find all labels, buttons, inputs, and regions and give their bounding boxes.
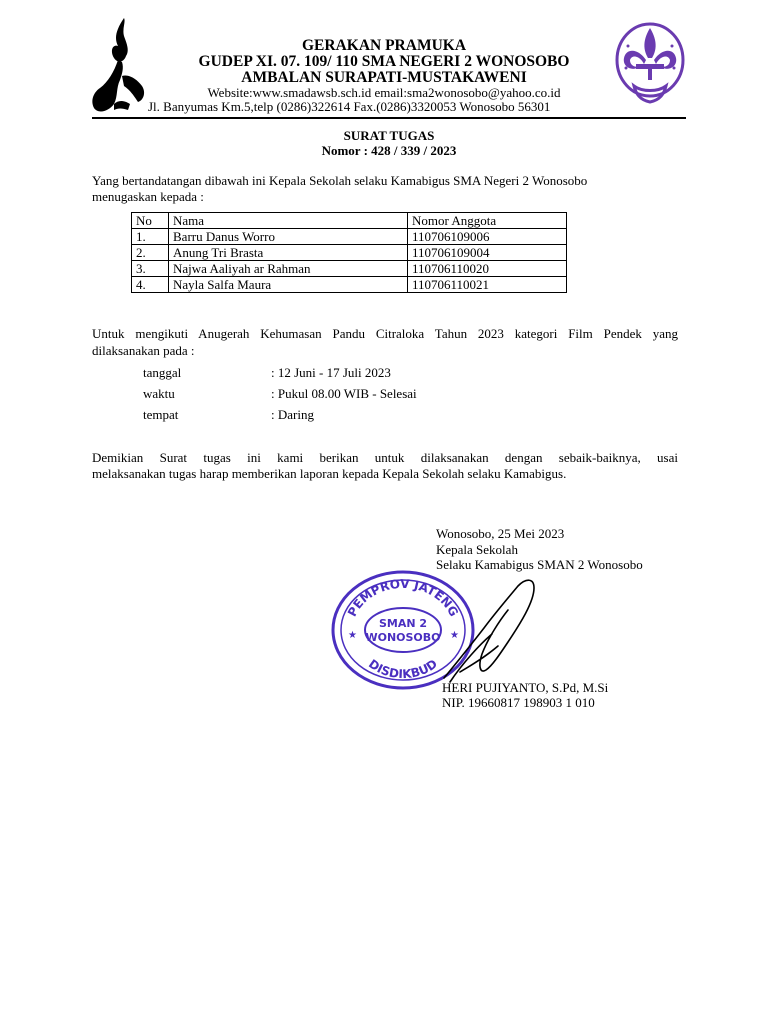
- row-no: 3.: [132, 261, 169, 277]
- row-no: 1.: [132, 229, 169, 245]
- contact-line: Website:www.smadawsb.sch.id email:sma2wonosobo@yahoo.co.id: [207, 85, 561, 100]
- row-nama: Barru Danus Worro: [169, 229, 408, 245]
- detail-label-waktu: waktu: [143, 386, 175, 401]
- signer-name: HERI PUJIYANTO, S.Pd, M.Si: [442, 680, 609, 695]
- row-no: 4.: [132, 277, 169, 293]
- signer-position-2: Selaku Kamabigus SMAN 2 Wonosobo: [436, 557, 643, 572]
- stamp-center-line-2: WONOSOBO: [365, 631, 441, 644]
- address-line: Jl. Banyumas Km.5,telp (0286)322614 Fax.(0286)3320053 Wonosobo 56301: [148, 99, 551, 114]
- row-nama: Anung Tri Brasta: [169, 245, 408, 261]
- event-line-2: dilaksanakan pada :: [92, 343, 195, 358]
- scout-fleur-de-lis-logo: [614, 18, 686, 108]
- row-nama: Najwa Aaliyah ar Rahman: [169, 261, 408, 277]
- star-icon: ★: [348, 630, 357, 641]
- table-row: [132, 277, 567, 293]
- row-nomor: 110706110020: [408, 261, 567, 277]
- row-nama: Nayla Salfa Maura: [169, 277, 408, 293]
- detail-label-tempat: tempat: [143, 407, 179, 422]
- closing-line-2: melaksanakan tugas harap memberikan laporan kepada Kepala Sekolah selaku Kamabigus.: [92, 466, 567, 481]
- place-date: Wonosobo, 25 Mei 2023: [436, 526, 565, 541]
- row-nomor: 110706109004: [408, 245, 567, 261]
- closing-line-1: Demikian Surat tugas ini kami berikan untuk dilaksanakan dengan sebaik-baiknya, usai: [92, 450, 678, 465]
- handwritten-signature: [440, 574, 540, 684]
- stamp-center-line-1: SMAN 2: [378, 617, 428, 630]
- signer-position-1: Kepala Sekolah: [436, 542, 518, 557]
- header-nama: Nama: [169, 213, 408, 229]
- event-line-1: Untuk mengikuti Anugerah Kehumasan Pandu Citraloka Tahun 2023 kategori Film Pendek yang: [92, 326, 678, 341]
- table-row: [132, 261, 567, 277]
- row-nomor: 110706110021: [408, 277, 567, 293]
- header-divider: [92, 117, 686, 119]
- header-no: No: [132, 213, 169, 229]
- detail-value-tempat: : Daring: [271, 407, 314, 422]
- detail-label-tanggal: tanggal: [143, 365, 182, 380]
- header-nomor-anggota: Nomor Anggota: [408, 213, 567, 229]
- letter-title: SURAT TUGAS: [343, 128, 435, 143]
- detail-value-tanggal: : 12 Juni - 17 Juli 2023: [271, 365, 391, 380]
- detail-value-waktu: : Pukul 08.00 WIB - Selesai: [271, 386, 417, 401]
- members-table: [131, 212, 567, 293]
- letter-number: Nomor : 428 / 339 / 2023: [321, 143, 457, 158]
- signer-nip: NIP. 19660817 198903 1 010: [442, 695, 595, 710]
- org-name: GERAKAN PRAMUKA: [301, 37, 467, 54]
- row-no: 2.: [132, 245, 169, 261]
- stamp-top-text: PEMPROV JATENG: [344, 576, 462, 619]
- tunas-kelapa-logo: [88, 16, 150, 116]
- gudep-name: GUDEP XI. 07. 109/ 110 SMA NEGERI 2 WONOSOBO: [198, 53, 570, 70]
- table-header-row: [132, 213, 567, 229]
- table-row: [132, 229, 567, 245]
- intro-line-2: menugaskan kepada :: [92, 189, 204, 204]
- intro-line-1: Yang bertandatangan dibawah ini Kepala Sekolah selaku Kamabigus SMA Negeri 2 Wonosobo: [92, 173, 588, 188]
- row-nomor: 110706109006: [408, 229, 567, 245]
- stamp-bottom-text: DISDIKBUD: [366, 656, 440, 682]
- star-icon: ★: [450, 630, 459, 641]
- ambalan-name: AMBALAN SURAPATI-MUSTAKAWENI: [241, 69, 527, 86]
- table-row: [132, 245, 567, 261]
